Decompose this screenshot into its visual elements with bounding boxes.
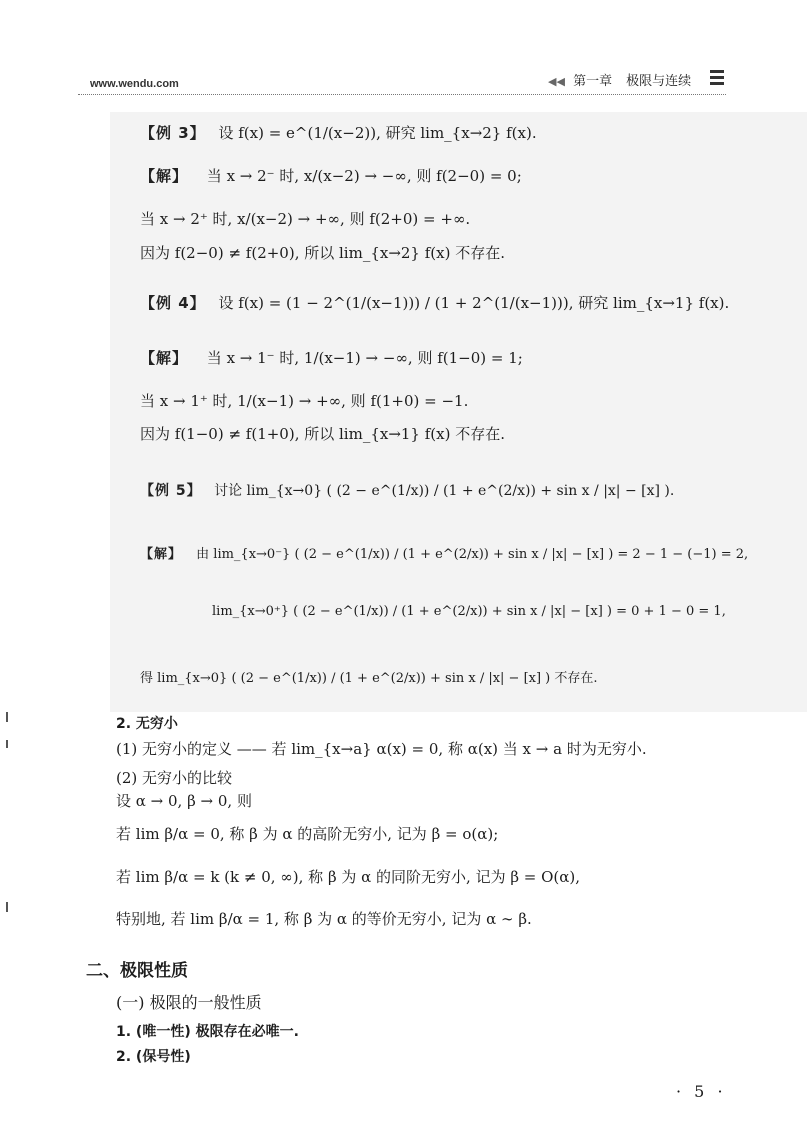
example-5-solution-3: 得 lim_{x→0} ( (2 − e^(1/x)) / (1 + e^(2/x)) + sin x / |x| − [x] ) 不存在. bbox=[140, 671, 598, 686]
example-3-solution-1 bbox=[140, 165, 522, 186]
example-5 bbox=[140, 480, 674, 500]
infinitesimal-case-3: 特别地, 若 lim β/α = 1, 称 β 为 α 的等价无穷小, 记为 α ∼ β. bbox=[116, 910, 532, 928]
infinitesimal-assumption: 设 α → 0, β → 0, 则 bbox=[116, 792, 252, 810]
solution-line: 由 lim_{x→0⁻} ( (2 − e^(1/x)) / (1 + e^(2/x)) + sin x / |x| − [x] ) = 2 − 1 − (−1) = 2, bbox=[196, 547, 749, 562]
chapter-label: 第一章 bbox=[573, 74, 613, 89]
header-rule bbox=[78, 94, 726, 95]
section-label: 极限与连续 bbox=[626, 74, 692, 89]
example-3-solution-3: 因为 f(2−0) ≠ f(2+0), 所以 lim_{x→2} f(x) 不存在. bbox=[140, 244, 505, 262]
example-3-text: 设 f(x) = e^(1/(x−2)), 研究 lim_{x→2} f(x). bbox=[218, 124, 537, 142]
example-4-solution-1 bbox=[140, 347, 523, 368]
margin-mark bbox=[6, 740, 8, 748]
solution-tag: 【解】 bbox=[140, 349, 189, 367]
solution-line: 当 x → 2⁻ 时, x/(x−2) → −∞, 则 f(2−0) = 0; bbox=[206, 167, 522, 185]
example-4-solution-2: 当 x → 1⁺ 时, 1/(x−1) → +∞, 则 f(1+0) = −1. bbox=[140, 392, 469, 410]
example-5-solution-2: lim_{x→0⁺} ( (2 − e^(1/x)) / (1 + e^(2/x)) + sin x / |x| − [x] ) = 0 + 1 − 0 = 1, bbox=[212, 604, 726, 619]
infinitesimal-case-1: 若 lim β/α = 0, 称 β 为 α 的高阶无穷小, 记为 β = o(α); bbox=[116, 825, 499, 843]
solution-tag: 【解】 bbox=[140, 547, 183, 562]
page-number: · 5 · bbox=[676, 1082, 727, 1101]
solution-line: 当 x → 1⁻ 时, 1/(x−1) → −∞, 则 f(1−0) = 1; bbox=[206, 349, 523, 367]
example-3-tag: 【例 3】 bbox=[140, 124, 206, 142]
margin-mark bbox=[6, 902, 8, 912]
example-3-solution-2: 当 x → 2⁺ 时, x/(x−2) → +∞, 则 f(2+0) = +∞. bbox=[140, 210, 471, 228]
example-5-text: 讨论 lim_{x→0} ( (2 − e^(1/x)) / (1 + e^(2/x)) + sin x / |x| − [x] ). bbox=[214, 483, 675, 499]
section-heading: 二、极限性质 bbox=[86, 961, 188, 981]
margin-mark bbox=[6, 712, 8, 722]
infinitesimal-title: 2. 无穷小 bbox=[116, 716, 178, 732]
example-5-solution-1 bbox=[140, 543, 748, 562]
double-left-arrow-icon: ◀◀ bbox=[548, 75, 565, 88]
property-sign-preserving: 2. (保号性) bbox=[116, 1049, 191, 1065]
example-4-text: 设 f(x) = (1 − 2^(1/(x−1))) / (1 + 2^(1/(x−1))), 研究 lim_{x→1} f(x). bbox=[218, 294, 730, 312]
example-5-tag: 【例 5】 bbox=[140, 483, 202, 499]
book-icon bbox=[710, 68, 724, 86]
header-chapter bbox=[548, 70, 691, 89]
infinitesimal-case-2: 若 lim β/α = k (k ≠ 0, ∞), 称 β 为 α 的同阶无穷小, 记为 β = O(α), bbox=[116, 868, 581, 886]
subsection-heading: (一) 极限的一般性质 bbox=[116, 993, 262, 1012]
example-3 bbox=[140, 122, 537, 143]
example-4-solution-3: 因为 f(1−0) ≠ f(1+0), 所以 lim_{x→1} f(x) 不存在. bbox=[140, 425, 505, 443]
header-url: www.wendu.com bbox=[90, 78, 179, 90]
infinitesimal-compare-title: (2) 无穷小的比较 bbox=[116, 769, 233, 787]
property-uniqueness: 1. (唯一性) 极限存在必唯一. bbox=[116, 1024, 299, 1040]
infinitesimal-definition: (1) 无穷小的定义 —— 若 lim_{x→a} α(x) = 0, 称 α(x) 当 x → a 时为无穷小. bbox=[116, 740, 647, 758]
example-shade-panel bbox=[110, 112, 807, 712]
example-4-tag: 【例 4】 bbox=[140, 294, 206, 312]
solution-tag: 【解】 bbox=[140, 167, 189, 185]
example-4 bbox=[140, 292, 729, 313]
